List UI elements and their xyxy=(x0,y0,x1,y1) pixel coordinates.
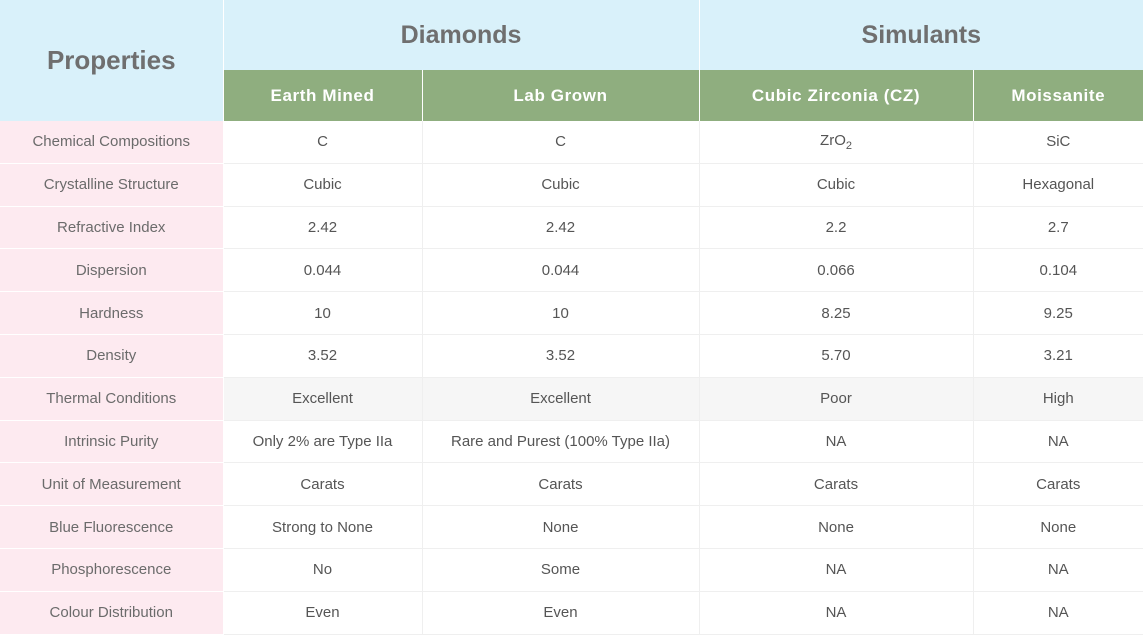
table-cell: Rare and Purest (100% Type IIa) xyxy=(422,420,699,463)
table-cell: Cubic xyxy=(422,163,699,206)
table-cell: Carats xyxy=(422,463,699,506)
table-row xyxy=(0,334,1143,377)
table-row xyxy=(0,206,1143,249)
table-cell: Even xyxy=(223,591,422,634)
row-label: Thermal Conditions xyxy=(0,377,223,420)
table-cell: Cubic xyxy=(699,163,973,206)
table-cell: 2.2 xyxy=(699,206,973,249)
table-cell: Carats xyxy=(223,463,422,506)
column-header-moissanite: Moissanite xyxy=(973,70,1143,121)
table-cell: Excellent xyxy=(422,377,699,420)
properties-header: Properties xyxy=(0,0,223,121)
table-cell: NA xyxy=(699,591,973,634)
table-cell: None xyxy=(973,506,1143,549)
table-cell: NA xyxy=(699,548,973,591)
table-row xyxy=(0,121,1143,163)
table-row xyxy=(0,377,1143,420)
table-cell: 8.25 xyxy=(699,292,973,335)
row-label: Chemical Compositions xyxy=(0,121,223,163)
table-cell: 5.70 xyxy=(699,334,973,377)
table-row xyxy=(0,506,1143,549)
table-row xyxy=(0,249,1143,292)
table-cell: Carats xyxy=(973,463,1143,506)
table-cell: NA xyxy=(973,420,1143,463)
table-cell: C xyxy=(422,121,699,163)
table-cell: None xyxy=(699,506,973,549)
row-label: Unit of Measurement xyxy=(0,463,223,506)
table-cell: 10 xyxy=(422,292,699,335)
table-cell: 2.42 xyxy=(223,206,422,249)
table-row xyxy=(0,163,1143,206)
column-header-cubic-zirconia: Cubic Zirconia (CZ) xyxy=(699,70,973,121)
group-header-row xyxy=(0,0,1143,70)
table-cell: NA xyxy=(973,591,1143,634)
table-cell: 9.25 xyxy=(973,292,1143,335)
row-label: Crystalline Structure xyxy=(0,163,223,206)
table-cell: Only 2% are Type IIa xyxy=(223,420,422,463)
row-label: Hardness xyxy=(0,292,223,335)
table-cell: 3.21 xyxy=(973,334,1143,377)
row-label: Dispersion xyxy=(0,249,223,292)
table-row xyxy=(0,420,1143,463)
table-cell: NA xyxy=(973,548,1143,591)
column-header-lab-grown: Lab Grown xyxy=(422,70,699,121)
column-header-earth-mined: Earth Mined xyxy=(223,70,422,121)
table-cell: Even xyxy=(422,591,699,634)
table-cell: 0.104 xyxy=(973,249,1143,292)
row-label: Phosphorescence xyxy=(0,548,223,591)
table-row xyxy=(0,591,1143,634)
table-cell: 10 xyxy=(223,292,422,335)
table-cell: 0.044 xyxy=(422,249,699,292)
table-cell: 2.42 xyxy=(422,206,699,249)
group-header-simulants: Simulants xyxy=(699,0,1143,70)
group-header-diamonds: Diamonds xyxy=(223,0,699,70)
table-cell: Hexagonal xyxy=(973,163,1143,206)
row-label: Density xyxy=(0,334,223,377)
row-label: Blue Fluorescence xyxy=(0,506,223,549)
table-cell: Excellent xyxy=(223,377,422,420)
table-cell xyxy=(699,121,973,163)
table-cell: 3.52 xyxy=(223,334,422,377)
table-cell: Some xyxy=(422,548,699,591)
table-cell: Carats xyxy=(699,463,973,506)
table-cell: Cubic xyxy=(223,163,422,206)
table-cell: Strong to None xyxy=(223,506,422,549)
row-label: Refractive Index xyxy=(0,206,223,249)
table-row xyxy=(0,548,1143,591)
table-cell: None xyxy=(422,506,699,549)
table-cell: High xyxy=(973,377,1143,420)
table-cell: 3.52 xyxy=(422,334,699,377)
table-cell: 0.044 xyxy=(223,249,422,292)
table-row xyxy=(0,292,1143,335)
table-cell: No xyxy=(223,548,422,591)
table-cell: 0.066 xyxy=(699,249,973,292)
table-cell: Poor xyxy=(699,377,973,420)
row-label: Intrinsic Purity xyxy=(0,420,223,463)
table-row xyxy=(0,463,1143,506)
table-cell: C xyxy=(223,121,422,163)
table-cell: SiC xyxy=(973,121,1143,163)
table-cell: NA xyxy=(699,420,973,463)
table-cell: 2.7 xyxy=(973,206,1143,249)
cell-text: ZrO$_2$ xyxy=(820,131,852,152)
row-label: Colour Distribution xyxy=(0,591,223,634)
